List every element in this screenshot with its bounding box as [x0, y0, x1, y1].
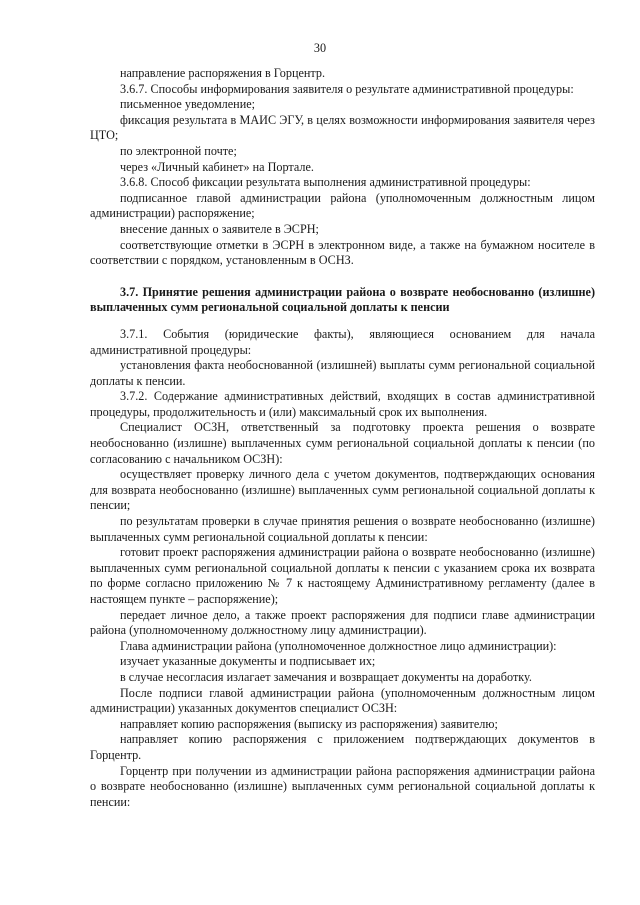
paragraph: Горцентр при получении из администрации района распоряжения администрации района о возврате необоснованно (излишне) выплаченных сумм региональной социальной доплаты к пенсии: [90, 763, 595, 809]
paragraph: по результатам проверки в случае принятия решения о возврате необоснованно (излишне) выплаченных сумм региональной социальной доплаты к пенсии: [90, 514, 595, 544]
paragraph: по электронной почте; [120, 143, 237, 158]
paragraph: 3.7.1. События (юридические факты), являющиеся основанием для начала административной процедуры: [90, 326, 595, 357]
page-number: 30 [313, 41, 327, 55]
paragraph: в случае несогласия излагает замечания и возвращает документы на доработку. [120, 669, 532, 684]
paragraph: готовит проект распоряжения администрации района о возврате необоснованно (излишне) выплаченных сумм региональной социальной доплаты к пенсии с указанием срока их возврата по форме согласно приложению № 7 к настоящему Административному регламенту (далее в настоящем пункте – распоряжение); [90, 545, 595, 606]
paragraph: изучает указанные документы и подписывает их; [120, 654, 376, 669]
paragraph: фиксация результата в МАИС ЭГУ, в целях возможности информирования заявителя через ЦТО; [90, 112, 595, 143]
paragraph: подписанное главой администрации района (уполномоченным должностным лицом администрации) распоряжение; [90, 190, 595, 221]
paragraph: 3.6.8. Способ фиксации результата выполнения административной процедуры: [120, 175, 531, 190]
paragraph: соответствующие отметки в ЭСРН в электронном виде, а также на бумажном носителе в соответствии с порядком, установленным в ОСНЗ. [90, 237, 595, 268]
paragraph: Глава администрации района (уполномоченное должностное лицо администрации): [120, 638, 557, 653]
paragraph: 3.6.7. Способы информирования заявителя о результате административной процедуры: [120, 81, 574, 96]
paragraph: После подписи главой администрации района (уполномоченным должностным лицом администрации) указанных документов специалист ОСЗН: [90, 685, 595, 716]
paragraph: письменное уведомление; [120, 97, 256, 112]
paragraph: установления факта необоснованной (излишней) выплаты сумм региональной социальной доплаты к пенсии. [90, 358, 595, 388]
section-heading: 3.7. Принятие решения администрации района о возврате необоснованно (излишне) выплаченных сумм региональной социальной доплаты к пенсии [90, 284, 595, 315]
document-body [90, 66, 595, 810]
paragraph: направление распоряжения в Горцентр. [120, 66, 326, 80]
paragraph: осуществляет проверку личного дела с учетом документов, подтверждающих основания для возврата необоснованно (излишне) выплаченных сумм региональной социальной доплаты к пенсии; [90, 467, 595, 513]
paragraph: 3.7.2. Содержание административных действий, входящих в состав административной процедуры, продолжительность и (или) максимальный срок их выполнения. [90, 389, 595, 419]
paragraph: направляет копию распоряжения (выписку из распоряжения) заявителю; [120, 716, 498, 731]
paragraph: направляет копию распоряжения с приложением подтверждающих документов в Горцентр. [90, 732, 595, 762]
paragraph: через «Личный кабинет» на Портале. [120, 159, 314, 174]
paragraph: Специалист ОСЗН, ответственный за подготовку проекта решения о возврате необоснованно (излишне) выплаченных сумм региональной социальной доплаты к пенсии (по согласованию с начальником ОСЗН): [90, 420, 595, 466]
paragraph: внесение данных о заявителе в ЭСРН; [120, 221, 319, 236]
paragraph: передает личное дело, а также проект распоряжения для подписи главе администрации района (уполномоченному должностному лицу администрации). [90, 607, 595, 638]
